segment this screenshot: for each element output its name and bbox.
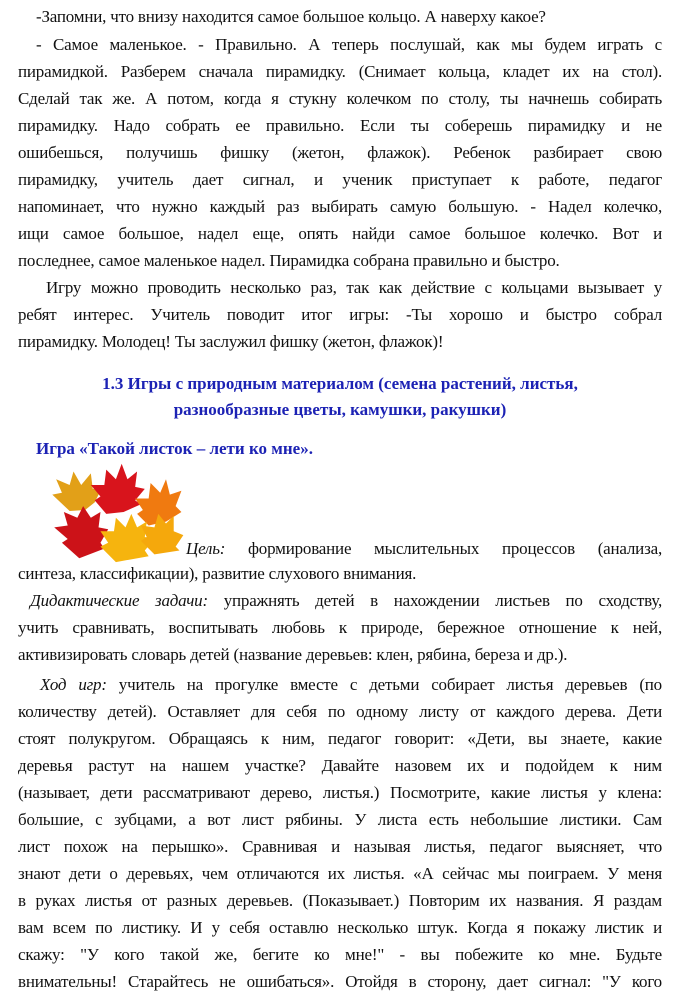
text-line: Игру можно проводить несколько раз, так как действие с кольцами вызывает у — [46, 278, 662, 297]
tasks-text: упражнять детей в нахождении листьев по сходству, — [207, 591, 662, 610]
text-line: лист похож на перышко». Сравнивая и называя листья, педагог выясняет, что — [18, 837, 662, 856]
text-line: активизировать словарь детей (название деревьев: клен, рябина, береза и др.). — [18, 645, 568, 664]
text-line: Сделай так же. А потом, когда я стукну колечком по столу, ты начнешь собирать — [18, 89, 662, 108]
text-line: ищи самое большое, надел еще, опять найди самое большое колечко. Вот и — [18, 224, 662, 243]
text-line: напоминает, что нужно каждый раз выбирать самую большую. - Надел колечко, — [18, 197, 662, 216]
tasks-line-1 — [30, 590, 662, 612]
course-text: учитель на прогулке вместе с детьми собирает листья деревьев (по — [106, 675, 662, 694]
text-line: деревья растут на нашем участке? Давайте назовем их и подойдем к ним — [18, 756, 662, 775]
text-line: (называет, дети рассматривают дерево, листья.) Посмотрите, какие листья у клена: — [18, 783, 662, 802]
goal-line-1 — [186, 538, 662, 560]
text-line: пирамидку. Молодец! Ты заслужил фишку (жетон, флажок)! — [18, 332, 444, 351]
text-line: скажу: "У кого такой же, бегите ко мне!" - вы побежите ко мне. Будьте — [18, 945, 662, 964]
course-line-1 — [40, 674, 662, 696]
text-line: количеству детей). Оставляет для себя по одному листу от каждого дерева. Дети — [18, 702, 662, 721]
leaf-red-top — [91, 464, 145, 514]
tasks-label: Дидактические задачи: — [30, 591, 208, 610]
course-label: Ход игр: — [40, 675, 107, 694]
text-line: знают дети о деревьях, чем отличаются их листья. «А сейчас мы поиграем. У меня — [18, 864, 662, 883]
text-line: - Самое маленькое. - Правильно. А теперь послушай, как мы будем играть с — [36, 35, 662, 54]
autumn-leaves-icon — [38, 458, 188, 564]
text-line: пирамидкой. Разберем сначала пирамидку. (Снимает кольца, кладет их на стол). — [18, 62, 662, 81]
text-line: стоят полукругом. Обращаясь к ним, педагог говорит: «Дети, вы знаете, какие — [18, 729, 662, 748]
text-line: ребят интерес. Учитель поводит итог игры: -Ты хорошо и быстро собрал — [18, 305, 662, 324]
leaf-red-left — [54, 506, 108, 558]
text-line: в руках листья от разных деревьев. (Показывает.) Повторим их названия. Я раздам — [18, 891, 662, 910]
section-heading-line2: разнообразные цветы, камушки, ракушки) — [173, 400, 507, 419]
leaf-yellow-green — [52, 471, 102, 511]
text-line: ошибешься, получишь фишку (жетон, флажок). Ребенок разбирает свою — [18, 143, 662, 162]
text-line: пирамидку. Надо собрать ее правильно. Если ты соберешь пирамидку и не — [18, 116, 662, 135]
game-title: Игра «Такой листок – лети ко мне». — [36, 439, 313, 458]
text-line: учить сравнивать, воспитывать любовь к природе, бережное отношение к ней, — [18, 618, 662, 637]
text-line: внимательны! Старайтесь не ошибаться». Отойдя в сторону, дает сигнал: "У кого — [18, 972, 662, 991]
text-line: большие, с зубцами, а вот лист рябины. У листа есть небольшие листики. Сам — [18, 810, 662, 829]
text-line: вам всем по листику. И у себя оставлю несколько штук. Когда я покажу листик и — [18, 918, 662, 937]
text-line: -Запомни, что внизу находится самое большое кольцо. А наверху какое? — [36, 7, 546, 26]
section-heading: 1.3 Игры с природным материалом (семена растений, листья, — [102, 374, 578, 393]
goal-text: формирование мыслительных процессов (анализа, — [225, 539, 662, 558]
text-line: пирамидку, учитель дает сигнал, и ученик приступает к работе, педагог — [18, 170, 662, 189]
goal-label: Цель: — [186, 539, 226, 558]
text-line: синтеза, классификации), развитие слухового внимания. — [18, 564, 417, 583]
text-line: последнее, самое маленькое надел. Пирамидка собрана правильно и быстро. — [18, 251, 560, 270]
